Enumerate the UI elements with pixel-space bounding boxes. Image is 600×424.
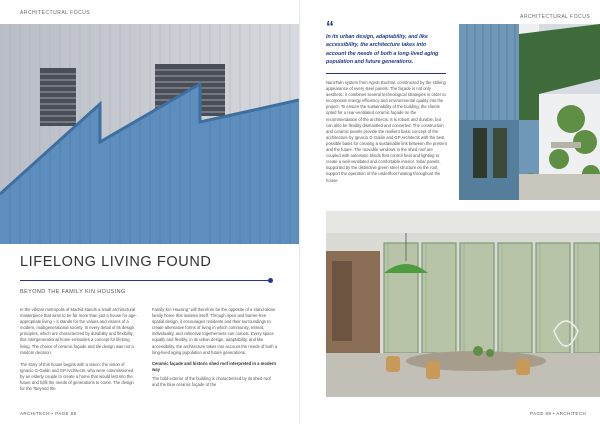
right-body-text: NaraTwin system from Agrob Buchtal, constructed by the striking appearance of every steel panels. The façade is not only aesthetic: it combines several technological strategies in order to incorporate energy efficiency and environmental quality into the project. To ensure the sustainability of the building, the clients opted for a rear-ventilated ceramic façade on the recommendation of the architects. It is robust and durable, but can also be flexibly dismantled and converted. The construction and ceramic panels provide the resilient basic concept of the architecture by Ignacio G-Galán and GP Architects with the best possible basis for creating a sustainable link between the present and the future. The movable windows in the shed roof are coupled with automatic blinds that control heat and lighting to create a well-ventilated and comfortable interior. Solar panels, supported by the distinctive green steel structure on the roof, support the operation of the underfloor heating throughout the house. [326,80,447,183]
left-page-header: ARCHITECTURAL FOCUS [20,10,91,16]
quote-rule [326,73,446,74]
courtyard-illustration [459,24,600,200]
left-column-2 [152,307,278,388]
left-page-footer: ARCHITECH • PAGE 88 [20,411,77,416]
col1-paragraph-1: In the vibrant metropolis of Madrid stands a small architectural masterpiece that aims to be far more than just a house for age-appropriate living – it stands for the values and visions of a modern, multigenerational society. In every detail of its design principles, which are characterized by durability and flexibility, this intergenerational home embodies a concept for lifelong living. The choice of ceramic façade and tile design was not a random decision. [20,307,137,355]
left-column-1 [20,307,138,392]
page-gutter [299,0,301,424]
facade-photo [0,24,299,244]
interior-photo [326,211,600,397]
col2-heading: Ceramic façade and historic shed roof interpreted in a modern way [152,360,277,372]
title-rule-dot [268,278,273,283]
facade-illustration [0,24,299,244]
courtyard-photo [459,24,600,200]
article-title: LIFELONG LIVING FOUND [20,254,212,270]
col1-paragraph-2: The story of this house begins with a vision: the vision of Ignacio G-Galán and GP Architects, who were commissioned by an elderly couple to create a home that would last into the future and fulfil the needs of generations to come. The design for the “Beyond the [20,361,134,392]
title-rule [20,280,270,281]
col2-paragraph-1: Family Kin Housing” will therefore be the opposite of a stand-alone family home that isolates itself. Through open and barrier-free spatial design, it encourages residents and their surroundings to create alternative forms of living in which community, retreat, individuality, and collective togetherness can coexist. Every space equally and flexibly, in its urban design, adaptability, and like accessibility, the architecture takes into account the needs of both a long-lived aging population and future generations. [152,307,278,355]
quote-mark: “ [326,19,334,36]
article-subtitle: BEYOND THE FAMILY KIN HOUSING [20,289,126,295]
col2-paragraph-2: The bold exterior of the building is characterized by its shed roof and the blue ceramic façade of the [152,375,271,388]
right-page-header: ARCHITECTURAL FOCUS [520,14,591,20]
interior-illustration [326,211,600,397]
pull-quote: In its urban design, adaptability, and like accessibility, the architecture takes into account the needs of both a long-lived aging population and future generations. [326,34,439,66]
right-page-footer: PAGE 89 • ARCHITECH [530,411,587,416]
